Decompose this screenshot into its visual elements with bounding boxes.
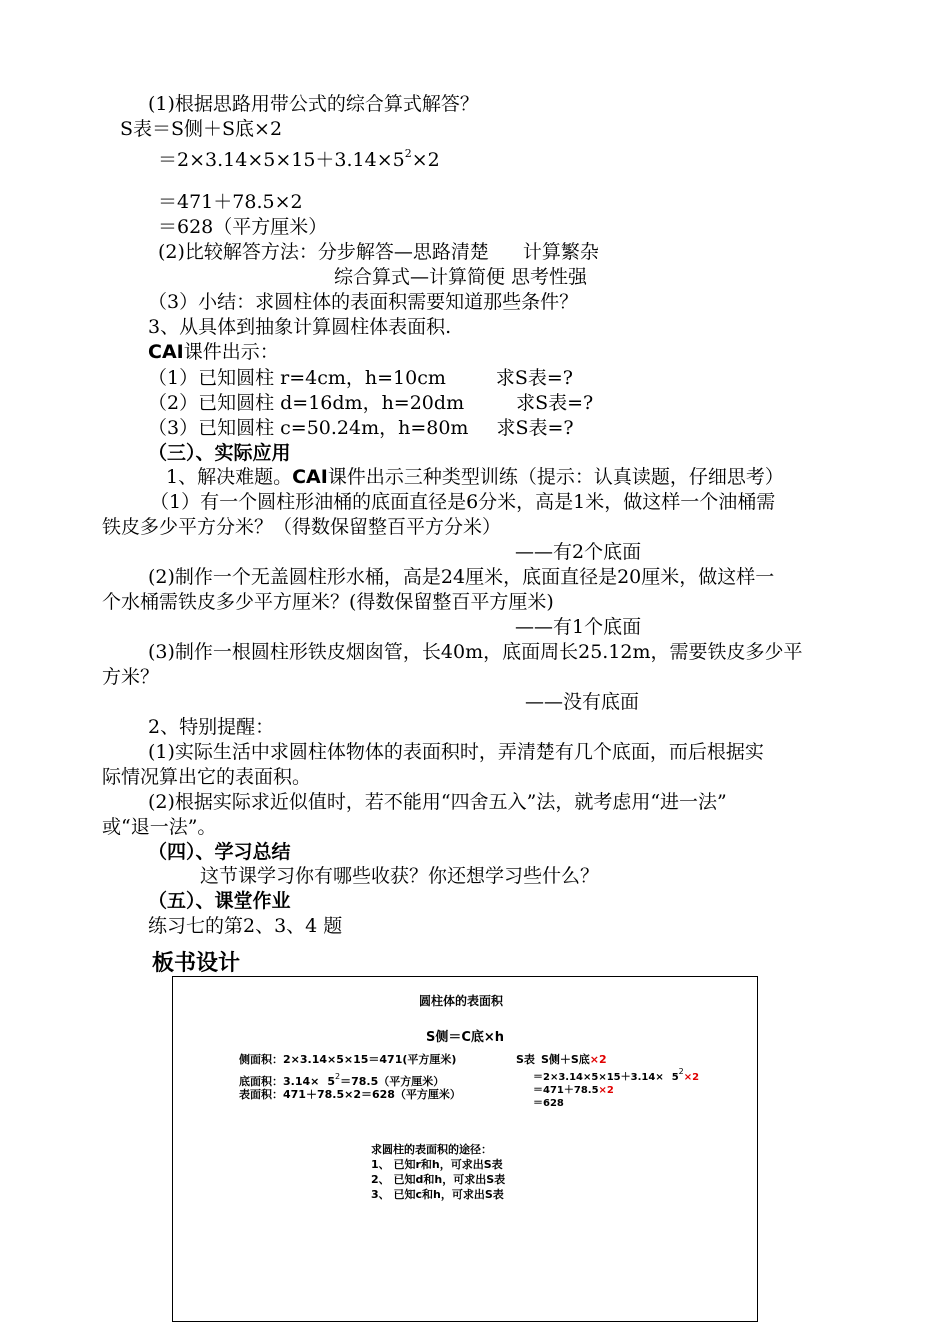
exercise-1: （1）已知圆柱 r=4cm，h=10cm 求S表=? [148,367,573,389]
abstract-heading: 3、从具体到抽象计算圆柱体表面积. [148,316,452,338]
reminder-1-line-1: (1)实际生活中求圆柱体物体的表面积时，弄清楚有几个底面，而后根据实 [148,741,764,763]
exercise-2: （2）已知圆柱 d=16dm，h=20dm 求S表=? [148,392,594,414]
exercise-3: （3）已知圆柱 c=50.24m，h=80m 求S表=? [148,417,574,439]
board-design-heading: 板书设计 [152,951,241,976]
problem-1-note: ——有2个底面 [515,541,642,563]
formula-surface-area: S表＝S侧＋S底×2 [120,118,283,140]
problem-1-line-2: 铁皮多少平方分米？（得数保留整百平方分米） [102,516,502,538]
step-formula-question: (1)根据思路用带公式的综合算式解答？ [148,93,479,115]
compare-methods: (2)比较解答方法：分步解答—思路清楚 计算繁杂 [158,241,599,263]
board-formula: S侧＝C底×h [426,1030,505,1045]
summary-question: （3）小结：求圆柱体的表面积需要知道那些条件？ [148,291,579,313]
summary-text: 这节课学习你有哪些收获？你还想学习些什么？ [200,865,600,887]
compare-methods-2: 综合算式—计算简便 思考性强 [334,266,588,288]
calc-line-1: $=2\times 3.14\times 5\times 15+3.14\times 5^2\times 2$ [158,147,440,171]
board-base-area: 底面积：$3.14\times 5^2=78.5$（平方厘米） [239,1072,445,1088]
board-total-formula: S表 S侧＋S底×2 [516,1053,607,1066]
reminder-2-line-1: (2)根据实际求近似值时，若不能用“四舍五入”法，就考虑用“进一法” [148,791,727,813]
board-method-1: 1、 已知r和h，可求出S表 [371,1158,503,1171]
reminder-2-line-2: 或“退一法”。 [102,816,217,838]
problem-2-line-2: 个水桶需铁皮多少平方厘米？(得数保留整百平方厘米) [102,591,554,613]
calc-line-2: ＝471＋78.5×2 [158,191,303,213]
problem-2-line-1: (2)制作一个无盖圆柱形水桶，高是24厘米，底面直径是20厘米，做这样一 [148,566,775,588]
reminder-1-line-2: 际情况算出它的表面积。 [102,766,312,788]
problem-1-line-1: （1）有一个圆柱形油桶的底面直径是6分米，高是1米，做这样一个油桶需 [150,491,776,513]
problem-3-note: ——没有底面 [525,691,640,713]
problem-3-line-2: 方米？ [102,666,160,688]
board-calc-3: ＝628 [533,1098,564,1109]
section-heading-3: （三）、实际应用 [148,442,291,464]
board-side-area: 侧面积：2×3.14×5×15＝471(平方厘米) [239,1053,457,1066]
board-title: 圆柱体的表面积 [419,994,504,1008]
board-calc-1: $=2\times 3.14\times 5\times 15+3.14\times 5^2\times 2$ [533,1067,700,1083]
problem-2-note: ——有1个底面 [515,616,642,638]
board-design [172,976,758,1322]
section-heading-5: （五）、课堂作业 [148,890,291,912]
board-method-2: 2、 已知d和h，可求出S表 [371,1173,506,1186]
section-heading-4: （四）、学习总结 [148,841,291,863]
reminder-heading: 2、特别提醒： [148,716,275,738]
board-method-title: 求圆柱的表面积的途径： [371,1143,492,1156]
calc-line-3: ＝628（平方厘米） [158,216,328,238]
problem-intro: 1、解决难题。CAI课件出示三种类型训练（提示：认真读题，仔细思考） [166,466,784,488]
board-surface-area: 表面积：471＋78.5×2＝628（平方厘米） [239,1088,461,1101]
board-method-3: 3、 已知c和h，可求出S表 [371,1188,504,1201]
homework-text: 练习七的第2、3、4 题 [148,915,343,937]
problem-3-line-1: (3)制作一根圆柱形铁皮烟囱管，长40m，底面周长25.12m，需要铁皮多少平 [148,641,803,663]
cai-intro: CAI课件出示： [148,341,279,363]
board-calc-2: ＝471＋78.5×2 [533,1085,614,1096]
